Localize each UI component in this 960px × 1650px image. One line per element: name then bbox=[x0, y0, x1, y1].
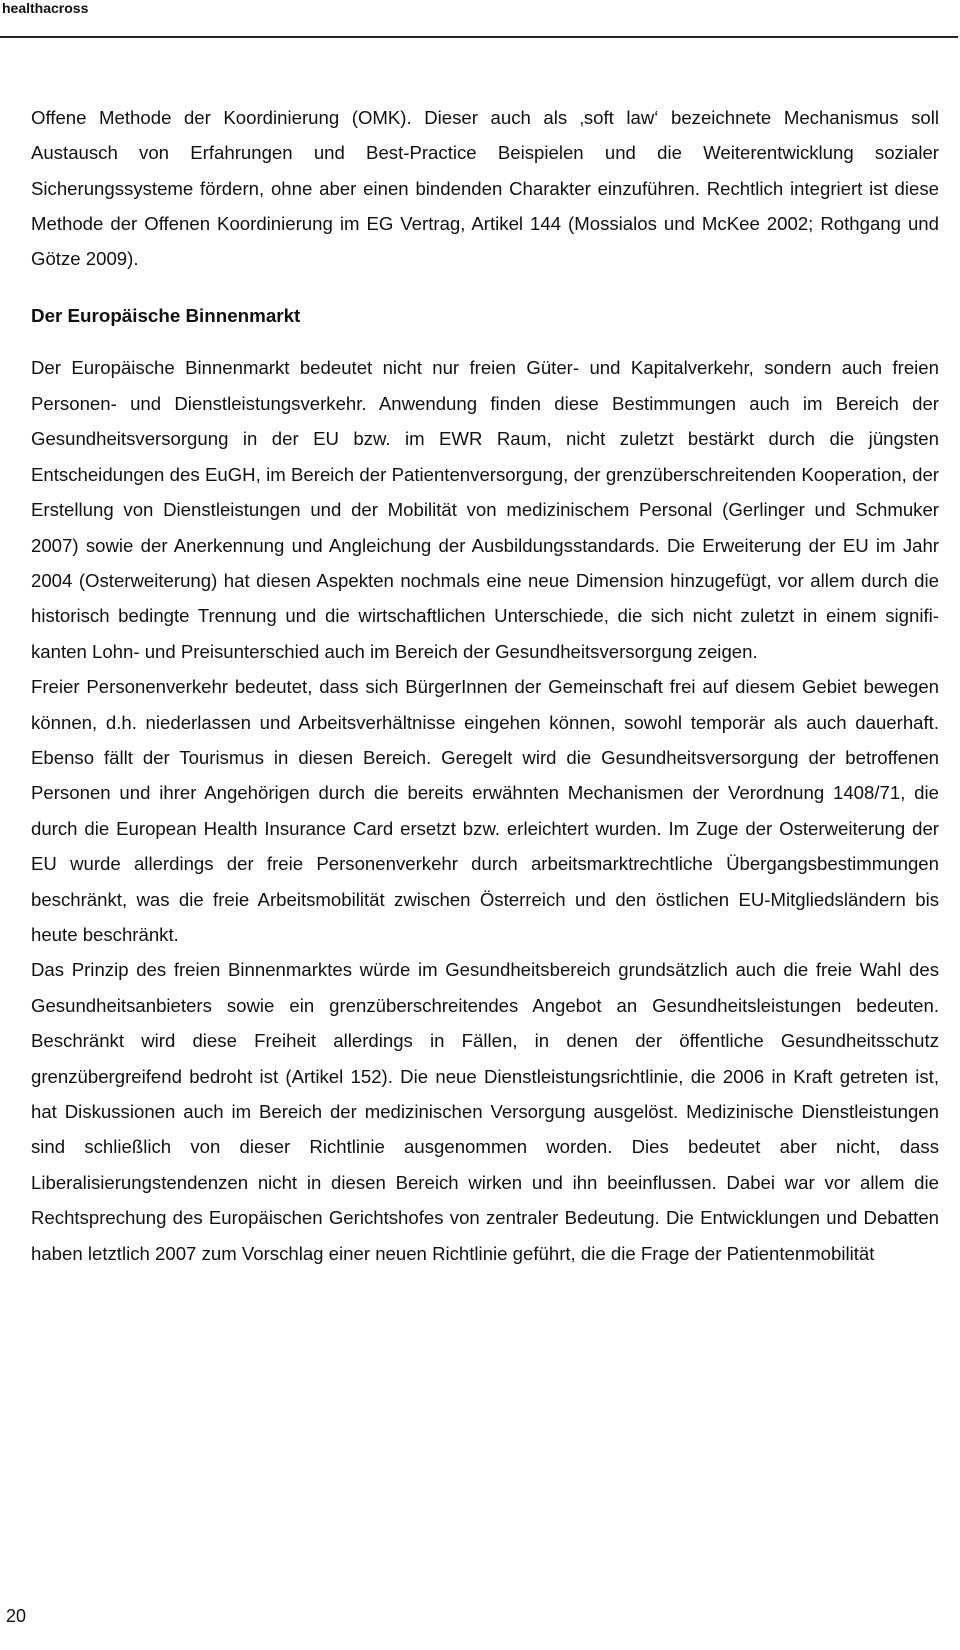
paragraph-prinzip: Das Prinzip des freien Binnenmarktes würde im Gesundheitsbereich grundsätzlich auch die freie Wahl des Gesundheitsanbieters sowie ein grenzüberschreitendes Angebot an Gesundheitsleistungen bedeuten. Beschränkt wird diese Freiheit allerdings in Fällen, in denen der öffentliche Gesundheitsschutz grenzübergreifend bedroht ist (Artikel 152). Die neue Dienstleistungsrichtlinie, die 2006 in Kraft getreten ist, hat Diskussionen auch im Bereich der medizinischen Versorgung ausgelöst. Medizinische Dienstleistungen sind schließlich von dieser Richtlinie ausgenommen worden. Dies bedeutet aber nicht, dass Liberalisierungstendenzen nicht in diesen Bereich wirken und ihn beeinflussen. Dabei war vor allem die Rechtsprechung des Europäischen Gerichtshofes von zentraler Bedeutung. Die Entwicklungen und Debatten haben letztlich 2007 zum Vorschlag einer neuen Richtlinie geführt, die die Frage der Patientenmobilität bbox=[31, 959, 939, 1264]
paragraph-omk: Offene Methode der Koordinierung (OMK). Dieser auch als ‚soft law‘ bezeichnete Mechanismus soll Austausch von Erfahrungen und Best-Practice Beispielen und die Weiterentwicklung sozialer Sicherungssysteme fördern, ohne aber einen bindenden Charakter einzuführen. Rechtlich integriert ist diese Methode der Offenen Koordinierung im EG Vertrag, Artikel 144 (Mossialos und McKee 2002; Rothgang und Götze 2009). bbox=[31, 107, 939, 270]
page-header bbox=[0, 0, 958, 38]
paragraph-personenverkehr: Freier Personenverkehr bedeutet, dass sich BürgerInnen der Gemeinschaft frei auf diesem Gebiet bewegen können, d.h. niederlassen und Arbeitsverhältnisse eingehen können, sowohl temporär als auch dauerhaft. Ebenso fällt der Tourismus in diesen Bereich. Geregelt wird die Gesundheitsversorgung der betroffenen Personen und ihrer Angehörigen durch die bereits erwähnten Mechanismen der Verordnung 1408/71, die durch die European Health Insurance Card ersetzt bzw. erleichtert wurden. Im Zuge der Osterweiterung der EU wurde allerdings der freie Personenverkehr durch arbeitsmarktrechtliche Übergangsbestimmungen beschränkt, was die freie Arbeitsmobilität zwischen Österreich und den östlichen EU-Mitgliedsländern bis heute beschränkt. bbox=[31, 676, 939, 945]
section-heading: Der Europäische Binnenmarkt bbox=[31, 305, 301, 327]
header-title: healthacross bbox=[2, 0, 89, 16]
document-body bbox=[31, 100, 939, 1271]
page-number: 20 bbox=[6, 1606, 27, 1626]
paragraph-binnenmarkt: Der Europäische Binnenmarkt bedeutet nicht nur freien Güter- und Kapitalverkehr, sondern auch freien Personen- und Dienstleistungsverkehr. Anwendung finden diese Bestimmungen auch im Bereich der Gesundheitsversorgung in der EU bzw. im EWR Raum, nicht zuletzt bestärkt durch die jüngsten Entscheidungen des EuGH, im Bereich der Patientenversorgung, der grenzüberschreitenden Kooperation, der Erstellung von Dienstleistungen und der Mobilität von medizinischem Personal (Gerlinger und Schmuker 2007) sowie der Anerkennung und Angleichung der Ausbildungsstandards. Die Erweiterung der EU im Jahr 2004 (Osterweiterung) hat diesen Aspekten nochmals eine neue Dimension hinzugefügt, vor allem durch die historisch bedingte Trennung und die wirtschaftlichen Unterschiede, die sich nicht zuletzt in einem signifikanten Lohn- und Preisunterschied auch im Bereich der Gesundheitsversorgung zeigen. bbox=[31, 357, 939, 662]
